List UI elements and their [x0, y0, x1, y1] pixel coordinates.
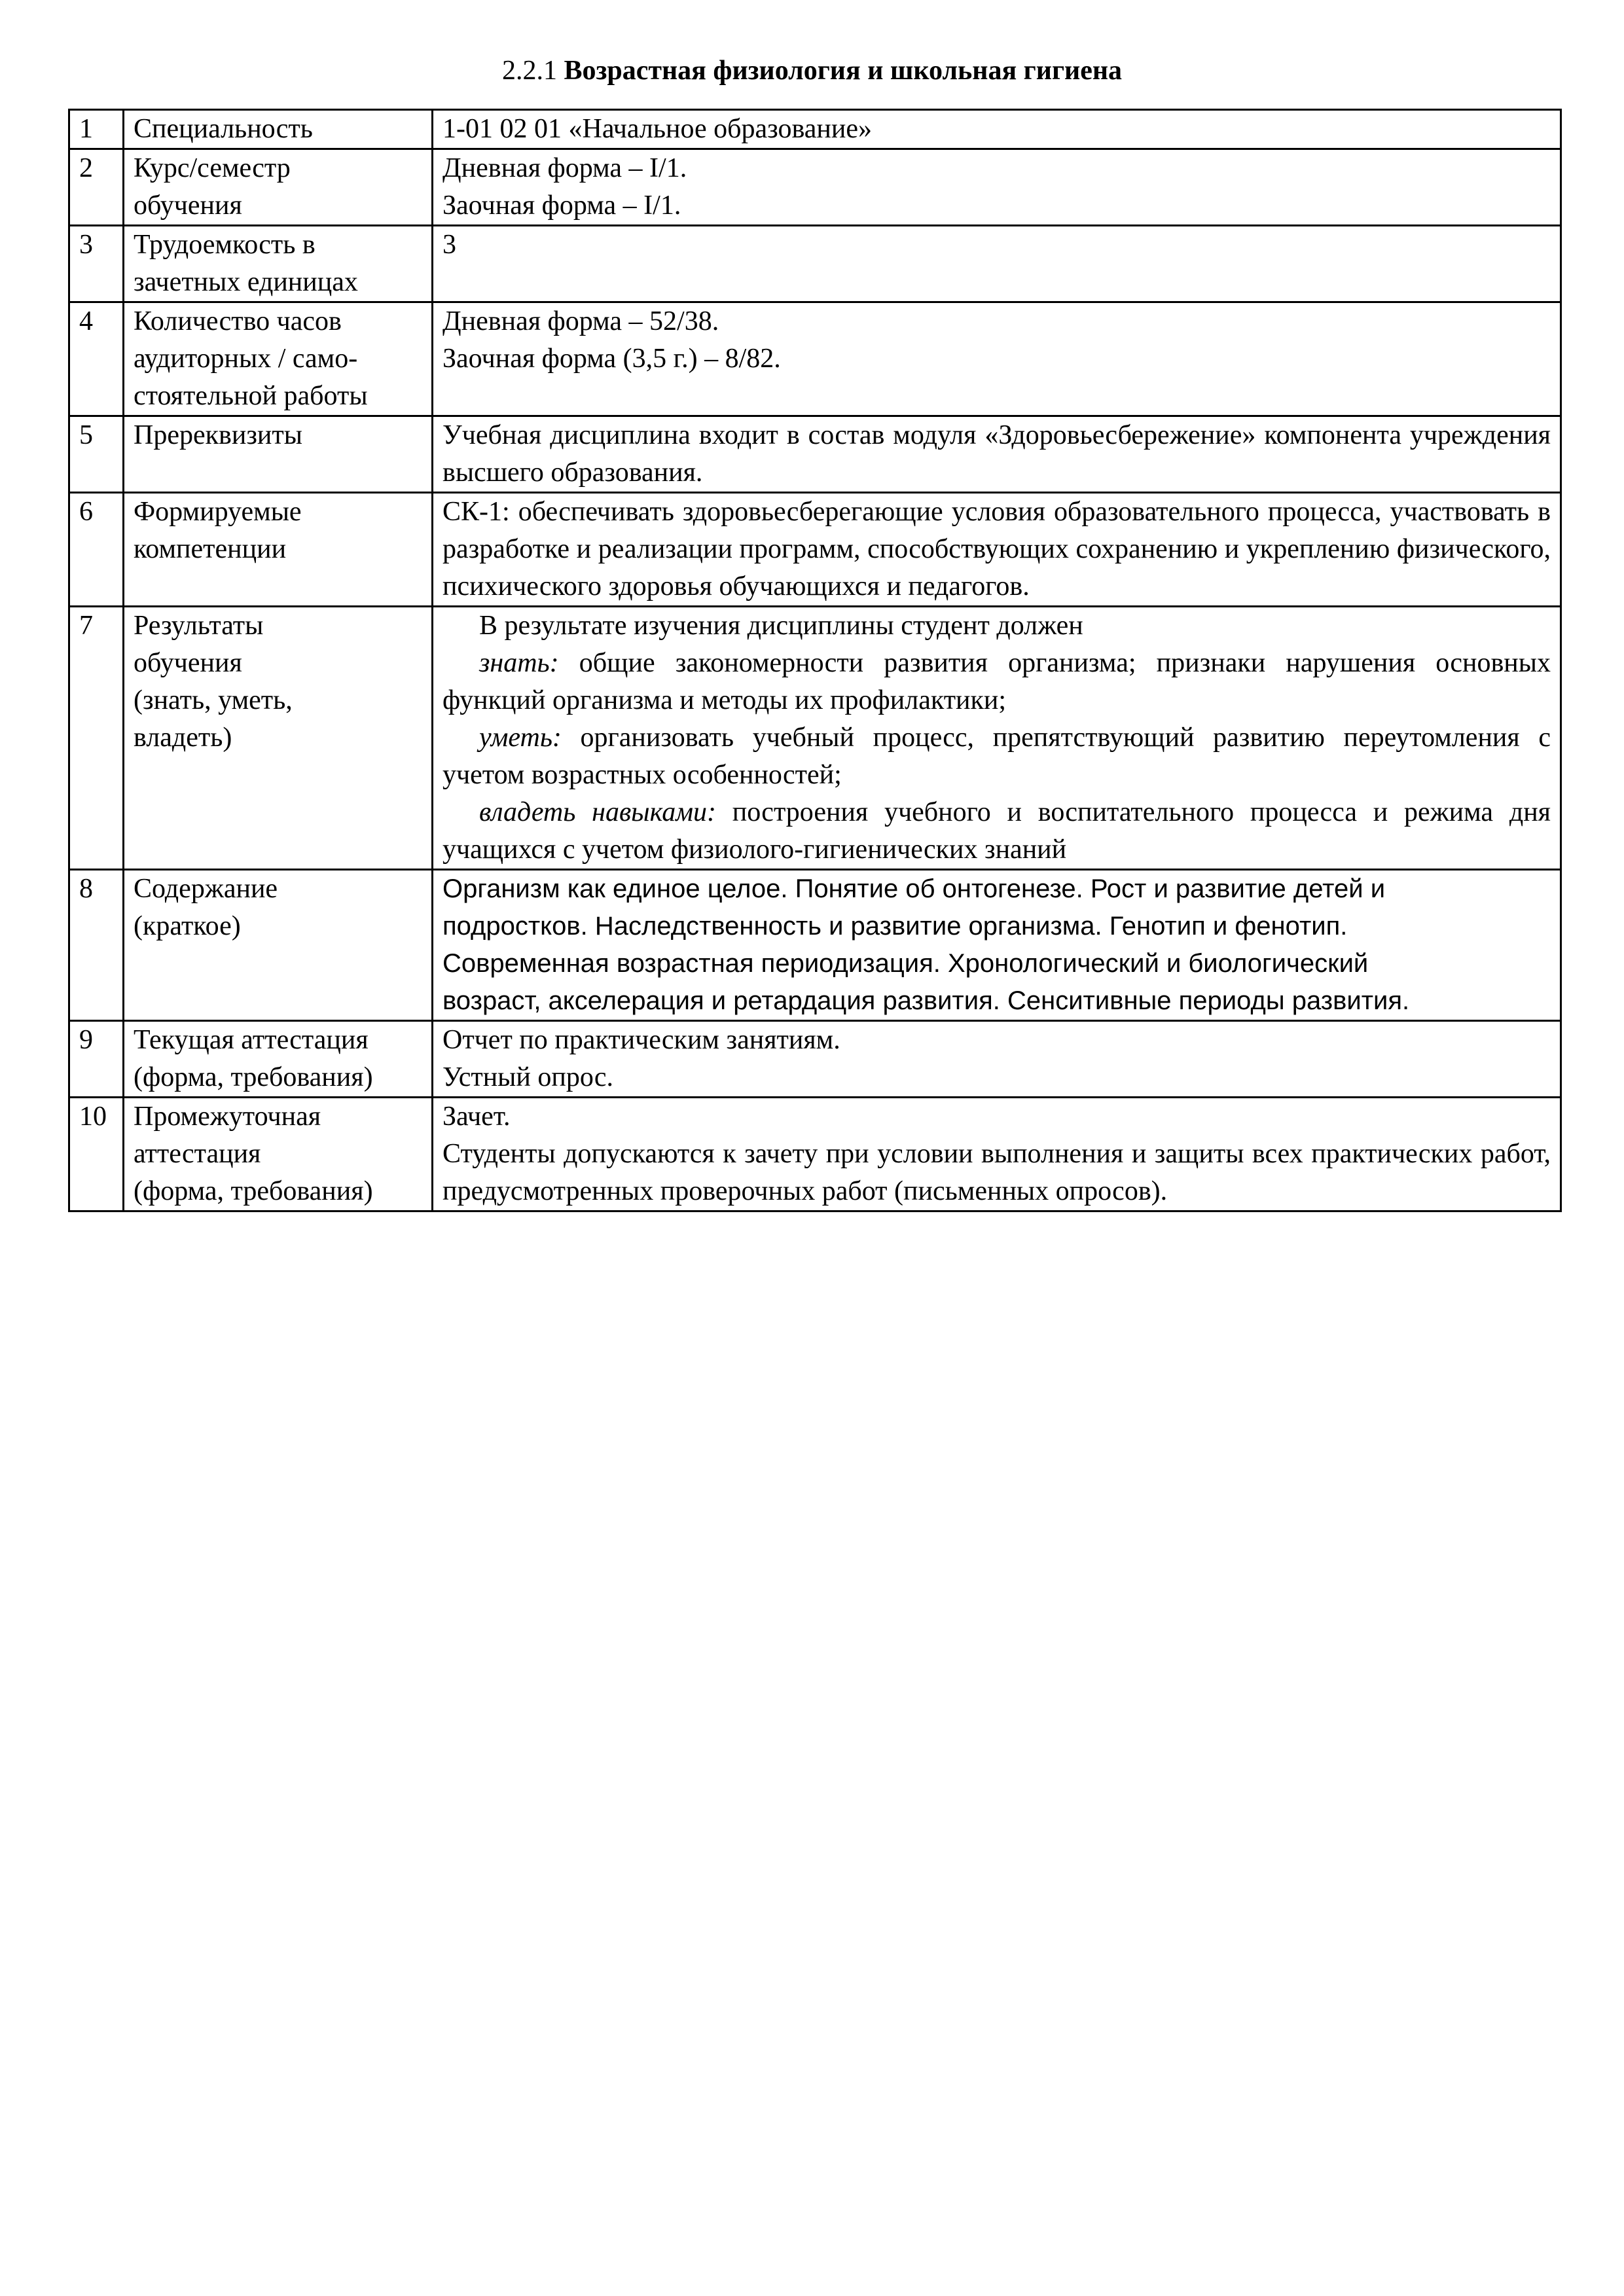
table-row: [69, 1098, 1561, 1211]
discipline-table: [68, 109, 1562, 1212]
row-label-line: Содержание: [134, 874, 278, 904]
row-label-line: Трудоемкость в: [134, 230, 316, 260]
row-label-line: обучения: [134, 648, 242, 678]
table-row: [69, 416, 1561, 493]
row-value: [433, 1098, 1561, 1211]
outcome-skill: [442, 794, 1551, 869]
row-value: СК-1: обеспечивать здоровьесберегающие условия образовательного процесса, участвовать в разработке и реализации программ, способствующих сохранению и укреплению физического, психического здоровья обучающихся и педагогов.: [433, 493, 1561, 607]
row-number: 6: [69, 493, 124, 607]
row-label-line: Количество часов: [134, 306, 342, 336]
row-label-line: (форма, требования): [134, 1176, 373, 1206]
outcome-can-text: организовать учебный процесс, препятствующий развитию переутомления с учетом возрастных особенностей;: [442, 723, 1551, 790]
outcome-skill-text: построения учебного и воспитательного процесса и режима дня учащихся с учетом физиолого-гигиенических знаний: [442, 797, 1551, 865]
row-label-line: обучения: [134, 190, 242, 221]
row-value-line: 1-01 02 01 «Начальное образование»: [442, 114, 873, 144]
row-number: 5: [69, 416, 124, 493]
table-row: [69, 149, 1561, 226]
row-value: [433, 1021, 1561, 1098]
row-value-paragraph: Студенты допускаются к зачету при условии выполнения и защиты всех практических работ, предусмотренных проверочных работ (письменных опросов).: [442, 1139, 1551, 1206]
row-label: [124, 870, 433, 1021]
row-value: [433, 149, 1561, 226]
row-label: [124, 1021, 433, 1098]
section-title: Возрастная физиология и школьная гигиена: [564, 56, 1123, 86]
row-value-line: Заочная форма – I/1.: [442, 190, 681, 221]
row-value-line: возраст, акселерация и ретардация развития. Сенситивные периоды развития.: [442, 986, 1410, 1015]
row-value-line: Дневная форма – 52/38.: [442, 306, 719, 336]
row-value: [433, 226, 1561, 302]
table-row: [69, 226, 1561, 302]
row-label-line: зачетных единицах: [134, 267, 358, 297]
row-label-line: стоятельной работы: [134, 381, 368, 411]
table-row: [69, 302, 1561, 416]
row-value-line: подростков. Наследственность и развитие организма. Генотип и фенотип.: [442, 912, 1348, 941]
row-label-line: (знать, уметь,: [134, 685, 293, 715]
row-label: [124, 1098, 433, 1211]
row-number: 7: [69, 607, 124, 870]
row-label: [124, 110, 433, 149]
outcome-know: [442, 645, 1551, 719]
row-label-line: Промежуточная: [134, 1102, 321, 1132]
outcome-can: [442, 719, 1551, 794]
row-label: [124, 493, 433, 607]
row-value: Учебная дисциплина входит в состав модуля «Здоровьесбережение» компонента учреждения высшего образования.: [433, 416, 1561, 493]
row-label: [124, 302, 433, 416]
row-value: [433, 607, 1561, 870]
outcome-skill-label: владеть навыками:: [479, 797, 717, 827]
table-row: [69, 1021, 1561, 1098]
row-label: [124, 149, 433, 226]
section-number: 2.2.1: [501, 56, 557, 86]
row-label-line: аудиторных / само-: [134, 344, 358, 374]
row-value-line: Дневная форма – I/1.: [442, 153, 687, 183]
row-label-line: Формируемые: [134, 497, 302, 527]
table-row: [69, 493, 1561, 607]
row-label-line: (краткое): [134, 911, 241, 941]
row-value-line: Зачет.: [442, 1102, 511, 1132]
outcome-can-label: уметь:: [479, 723, 562, 753]
row-value-line: 3: [442, 230, 456, 260]
row-number: 3: [69, 226, 124, 302]
row-label-line: Курс/семестр: [134, 153, 291, 183]
row-number: 10: [69, 1098, 124, 1211]
row-label-line: владеть): [134, 723, 232, 753]
section-heading: [0, 52, 1624, 89]
learning-outcomes-intro: В результате изучения дисциплины студент должен: [479, 611, 1083, 641]
row-number: 8: [69, 870, 124, 1021]
row-number: 2: [69, 149, 124, 226]
row-label-line: компетенции: [134, 534, 287, 564]
row-label-line: (форма, требования): [134, 1062, 373, 1092]
table-row: [69, 607, 1561, 870]
row-label-line: Специальность: [134, 114, 313, 144]
row-value-line: Организм как единое целое. Понятие об онтогенезе. Рост и развитие детей и: [442, 874, 1386, 903]
row-value: [433, 302, 1561, 416]
row-value: [433, 110, 1561, 149]
outcome-know-label: знать:: [479, 648, 559, 678]
row-label-line: Пререквизиты: [134, 420, 302, 450]
row-value: [433, 870, 1561, 1021]
row-label-line: аттестация: [134, 1139, 261, 1169]
table-row: [69, 110, 1561, 149]
row-value-line: Устный опрос.: [442, 1062, 614, 1092]
row-value-line: Заочная форма (3,5 г.) – 8/82.: [442, 344, 781, 374]
row-number: 1: [69, 110, 124, 149]
row-label: [124, 226, 433, 302]
table-row: [69, 870, 1561, 1021]
row-number: 9: [69, 1021, 124, 1098]
row-label: [124, 607, 433, 870]
row-value-line: Отчет по практическим занятиям.: [442, 1025, 840, 1055]
row-label: [124, 416, 433, 493]
row-label-line: Текущая аттестация: [134, 1025, 369, 1055]
row-number: 4: [69, 302, 124, 416]
row-label-line: Результаты: [134, 611, 264, 641]
row-value-line: Современная возрастная периодизация. Хронологический и биологический: [442, 949, 1369, 978]
outcome-know-text: общие закономерности развития организма; признаки нарушения основных функций организма и методы их профилактики;: [442, 648, 1551, 715]
